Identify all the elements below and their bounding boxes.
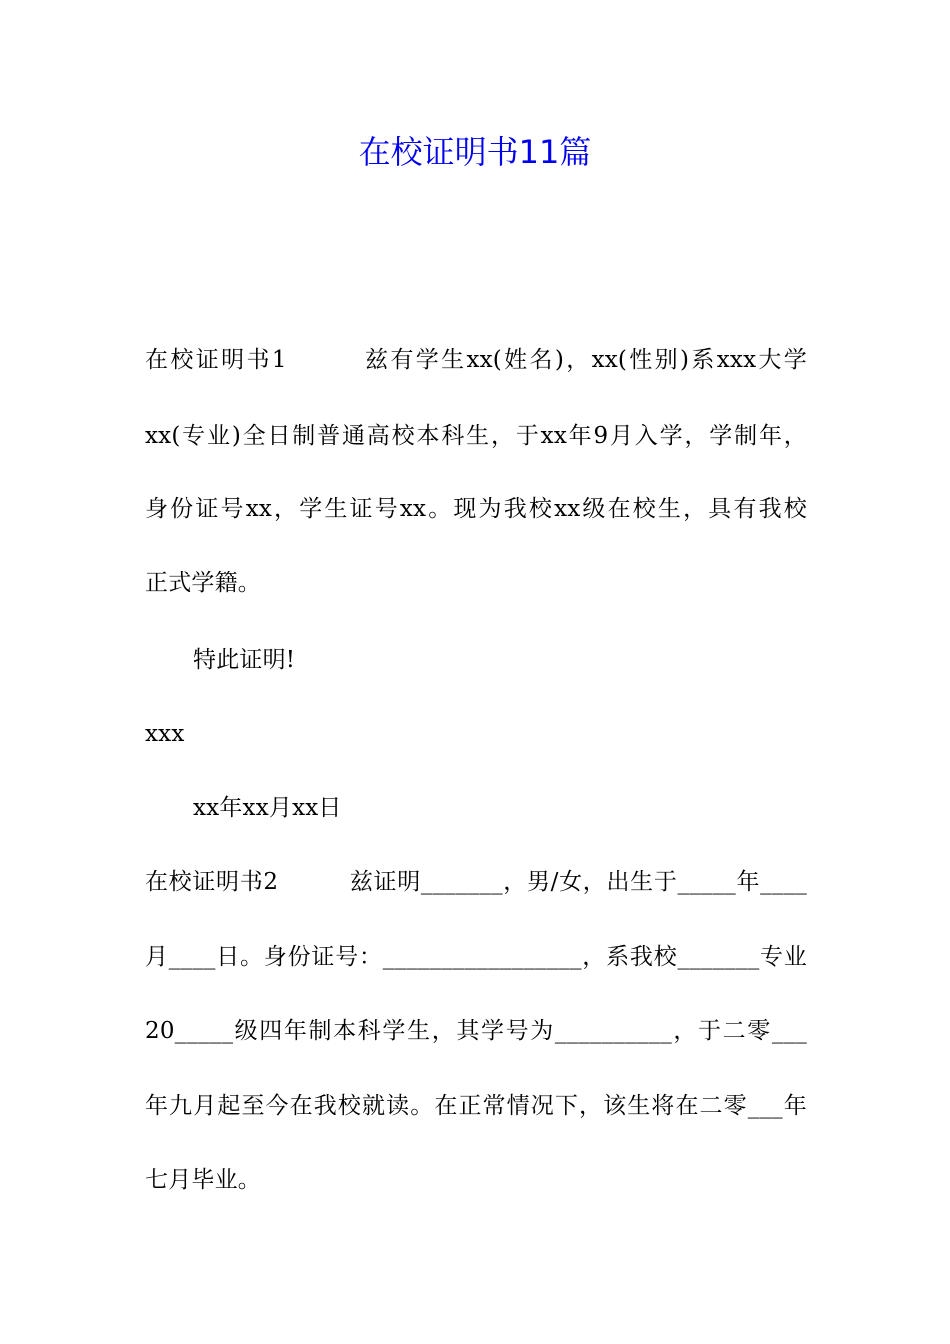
cert1-line-2: xx(专业)全日制普通高校本科生，于xx年9月入学，学制年， [145, 423, 807, 449]
cert1-issuer: xxx [145, 721, 185, 747]
cert2-line-2: 月____日。身份证号：_________________，系我校_______专业 [145, 944, 807, 970]
cert2-line-4: 年九月起至今在我校就读。在正常情况下，该生将在二零___年 [145, 1093, 807, 1119]
cert1-line-4: 正式学籍。 [145, 570, 261, 596]
cert2-line-5: 七月毕业。 [145, 1167, 261, 1193]
document-title: 在校证明书11篇 [358, 133, 592, 171]
cert2-line-3: 20_____级四年制本科学生，其学号为__________，于二零___ [145, 1018, 807, 1044]
cert1-closing: 特此证明! [193, 647, 296, 673]
cert1-date: xx年xx月xx日 [193, 795, 342, 821]
cert1-line-1: 在校证明书1 兹有学生xx(姓名)，xx(性别)系xxx大学 [145, 347, 807, 373]
cert2-line-1: 在校证明书2 兹证明_______，男/女，出生于_____年____ [145, 869, 807, 895]
cert1-line-3: 身份证号xx，学生证号xx。现为我校xx级在校生，具有我校 [145, 496, 807, 522]
